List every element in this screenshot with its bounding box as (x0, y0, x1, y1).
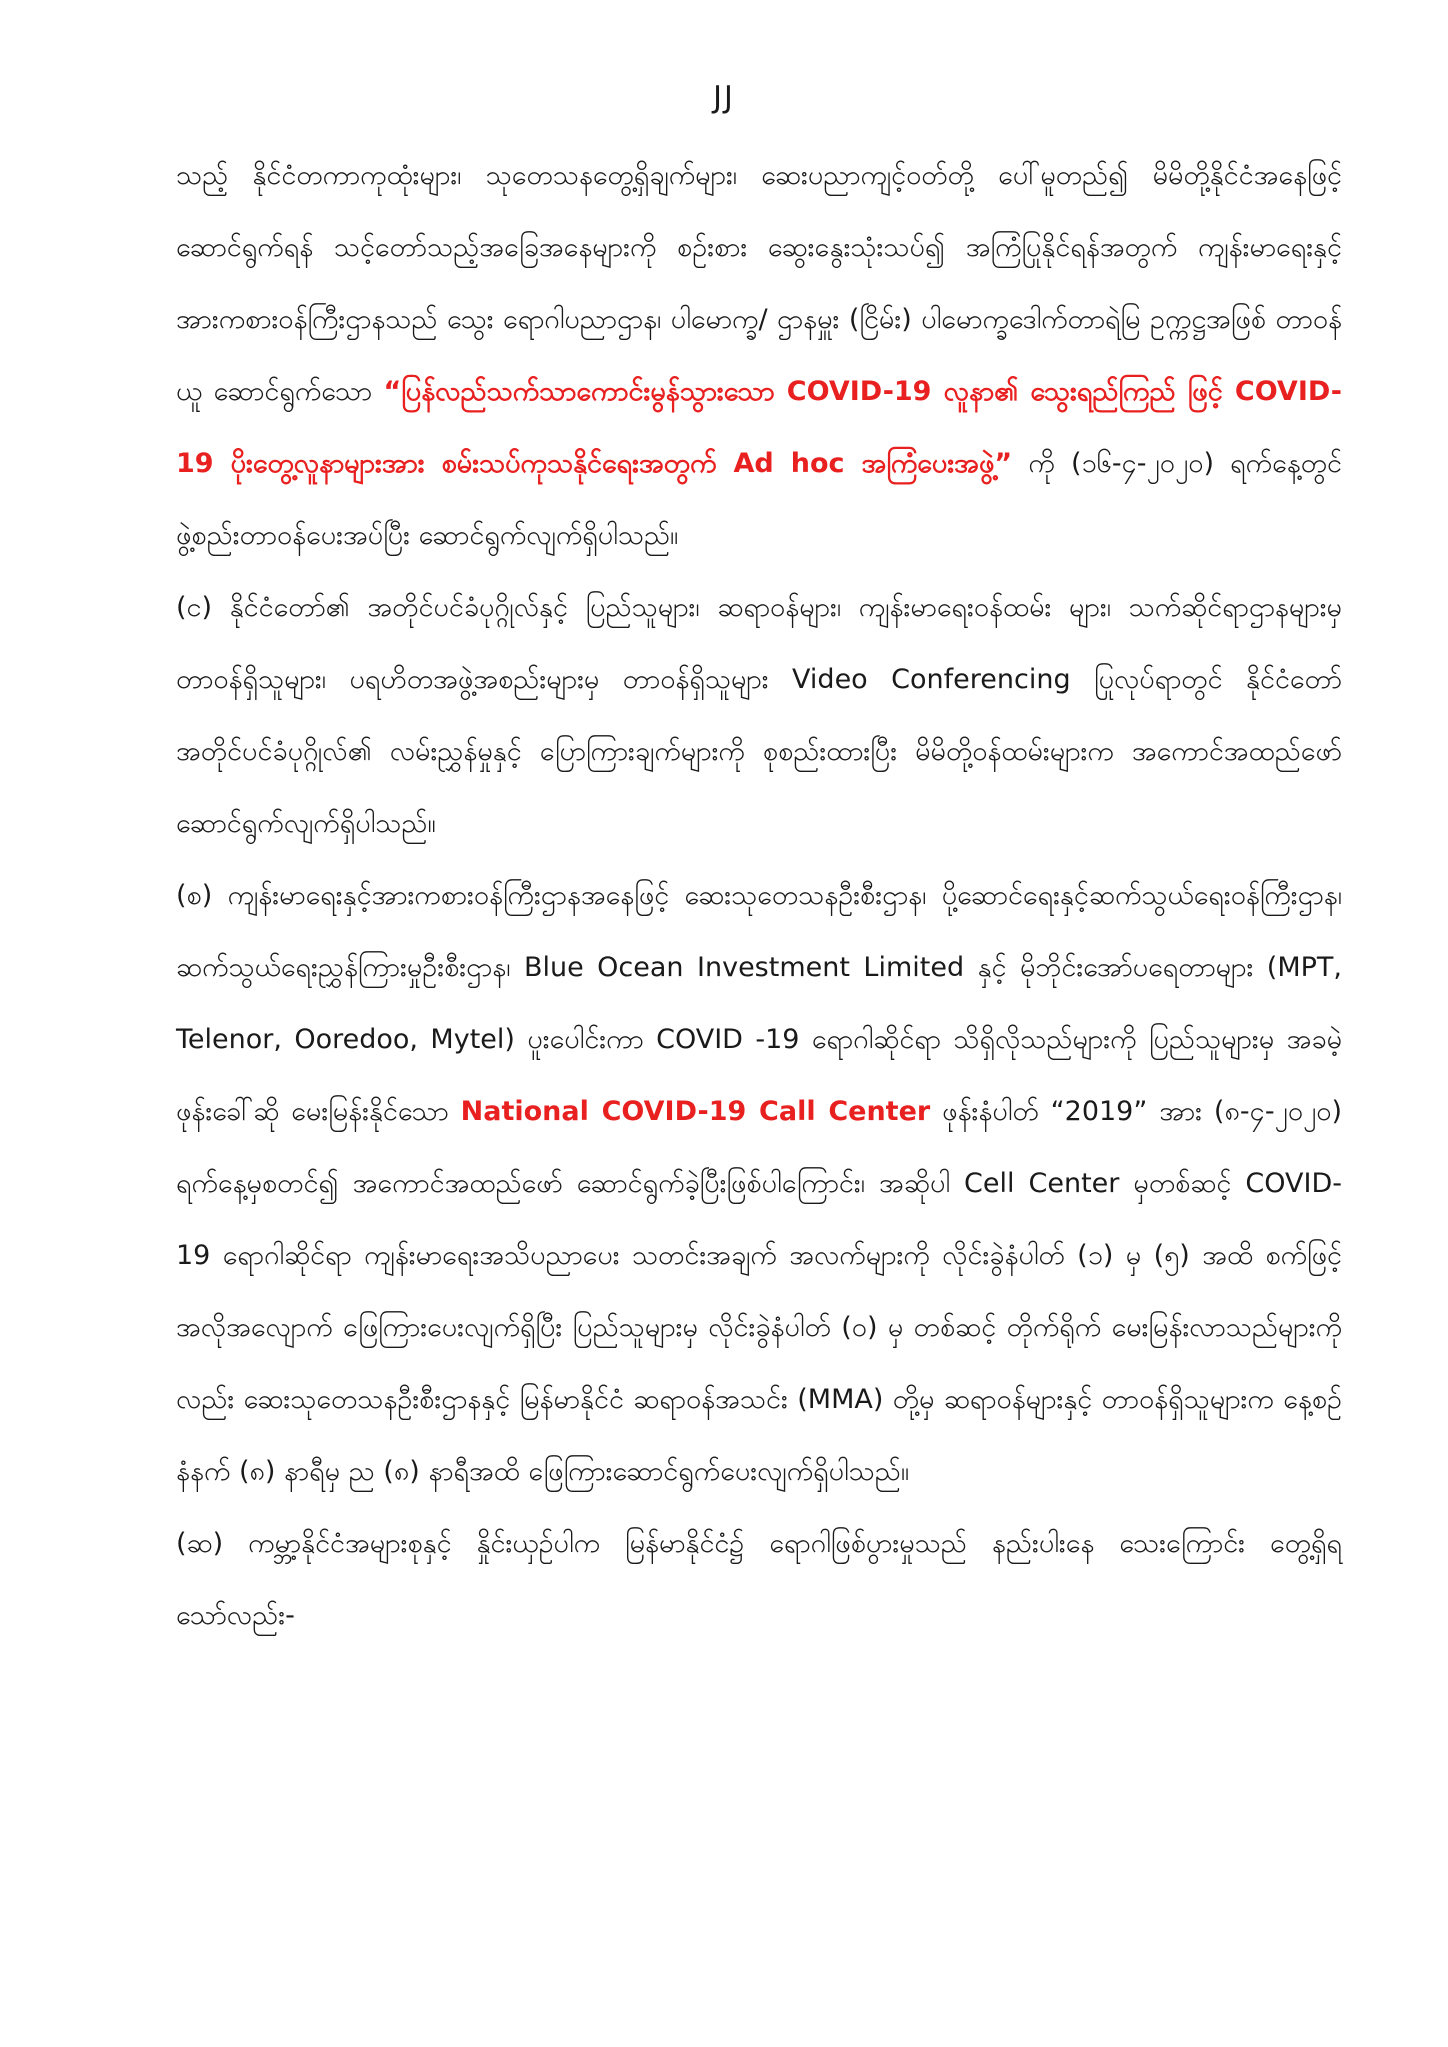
page-number: JJ (713, 80, 735, 115)
paragraph-hsa (176, 1508, 1342, 1652)
text-run: ကို (၁၆-၄-၂၀၂၀) ရက်နေ့တွင် ဖွဲ့စည်းတာဝန်ပေးအပ်ပြီး ဆောင်ရွက်လျက်ရှိပါသည်။ (176, 448, 1342, 551)
paragraph-sa (176, 860, 1342, 1508)
text-run: ဖုန်းနံပါတ် “2019” အား (၈-၄-၂၀၂၀) ရက်နေ့မှစတင်၍ အကောင်အထည်ဖော် ဆောင်ရွက်ခဲ့ပြီးဖြစ်ပါကြောင်း၊ အဆိုပါ Cell Center မှတစ်ဆင့် COVID- 19 ရောဂါဆိုင်ရာ ကျန်းမာရေးအသိပညာပေး သတင်းအချက် အလက်များကို လိုင်းခွဲနံပါတ် (၁) မှ (၅) အထိ စက်ဖြင့် အလိုအလျောက် ဖြေကြားပေးလျက်ရှိပြီး ပြည်သူများမှ လိုင်းခွဲနံပါတ် (၀) မှ တစ်ဆင့် တိုက်ရိုက် မေးမြန်းလာသည်များကိုလည်း ဆေးသုတေသနဦးစီးဌာနနှင့် မြန်မာနိုင်ငံ ဆရာဝန်အသင်း (MMA) တို့မှ ဆရာဝန်များနှင့် တာဝန်ရှိသူများက နေ့စဉ် နံနက် (၈) နာရီမှ ည (၈) နာရီအထိ ဖြေကြားဆောင်ရွက်ပေးလျက်ရှိပါသည်။ (176, 1096, 1342, 1487)
committee-name-highlight: “ပြန်လည်သက်သာကောင်းမွန်သွားသော COVID-19 လူနာ၏ သွေးရည်ကြည် ဖြင့် COVID-19 ပိုးတွေ့လူနာများအား စမ်းသပ်ကုသနိုင်ရေးအတွက် Ad hoc အကြံပေးအဖွဲ့” (176, 376, 1342, 479)
paragraph-intro (176, 140, 1342, 572)
body-text (176, 140, 1342, 1652)
text-run: သည့် နိုင်ငံတကာကုထုံးများ၊ သုတေသနတွေ့ရှိချက်များ၊ ဆေးပညာကျင့်ဝတ်တို့ ပေါ်မူတည်၍ မိမိတို့နိုင်ငံအနေဖြင့် ဆောင်ရွက်ရန် သင့်တော်သည့်အခြေအနေများကို စဉ်းစား ဆွေးနွေးသုံးသပ်၍ အကြံပြုနိုင်ရန်အတွက် ကျန်းမာရေးနှင့်အားကစားဝန်ကြီးဌာနသည် သွေး ရောဂါပညာဌာန၊ ပါမောက္ခ/ ဌာနမှူး (ငြိမ်း) ပါမောက္ခဒေါက်တာရဲမြ ဥက္ကဋ္ဌအဖြစ် တာဝန်ယူ ဆောင်ရွက်သော (176, 160, 1342, 407)
text-run: (စ) ကျန်းမာရေးနှင့်အားကစားဝန်ကြီးဌာနအနေဖြင့် ဆေးသုတေသနဦးစီးဌာန၊ ပို့ဆောင်ရေးနှင့်ဆက်သွယ်ရေးဝန်ကြီးဌာန၊ ဆက်သွယ်ရေးညွှန်ကြားမှုဦးစီးဌာန၊ Blue Ocean Investment Limited နှင့် မိုဘိုင်းအော်ပရေတာများ (MPT, Telenor, Ooredoo, Mytel) ပူးပေါင်းကာ COVID -19 ရောဂါဆိုင်ရာ သိရှိလိုသည်များကို ပြည်သူများမှ အခမဲ့ ဖုန်းခေါ်ဆို မေးမြန်းနိုင်သော (176, 880, 1342, 1127)
call-center-highlight: National COVID-19 Call Center (460, 1096, 931, 1127)
text-run: (ဆ) ကမ္ဘာ့နိုင်ငံအများစုနှင့် နှိုင်းယှဉ်ပါက မြန်မာနိုင်ငံ၌ ရောဂါဖြစ်ပွားမှုသည် နည်းပါးနေ သေးကြောင်း တွေ့ရှိရသော်လည်း- (176, 1528, 1342, 1631)
text-run: (င) နိုင်ငံတော်၏ အတိုင်ပင်ခံပုဂ္ဂိုလ်နှင့် ပြည်သူများ၊ ဆရာဝန်များ၊ ကျန်းမာရေးဝန်ထမ်း များ၊ သက်ဆိုင်ရာဌာနများမှ တာဝန်ရှိသူများ၊ ပရဟိတအဖွဲ့အစည်းများမှ တာဝန်ရှိသူများ Video Conferencing ပြုလုပ်ရာတွင် နိုင်ငံတော်အတိုင်ပင်ခံပုဂ္ဂိုလ်၏ လမ်းညွှန်မှုနှင့် ပြောကြားချက်များကို စုစည်းထားပြီး မိမိတို့ဝန်ထမ်းများက အကောင်အထည်ဖော် ဆောင်ရွက်လျက်ရှိပါသည်။ (176, 592, 1342, 839)
paragraph-nga (176, 572, 1342, 860)
